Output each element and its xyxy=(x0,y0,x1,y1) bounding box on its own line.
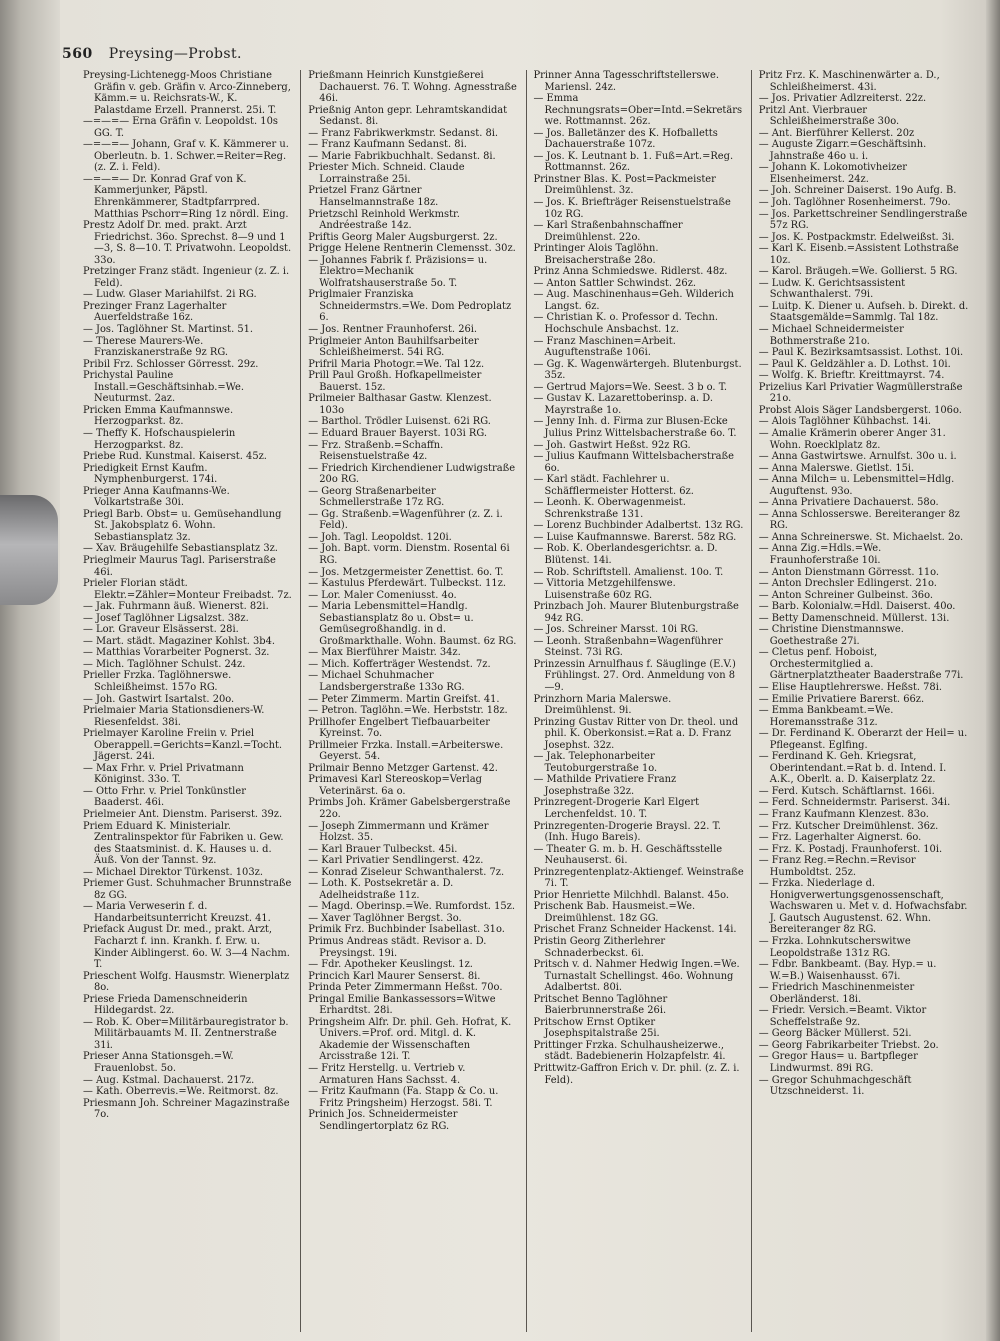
directory-entry: — Georg Straßenarbeiter Schmellerstraße 17z RG. xyxy=(308,485,445,509)
directory-entry: — Betty Damenschneid. Müllerst. 13i. xyxy=(758,612,950,624)
column-4 xyxy=(751,70,976,1332)
directory-entry: Pribil Frz. Schlosser Görresst. 29z. xyxy=(83,358,259,370)
directory-entry: — Elise Hauptlehrerswe. Heßst. 78i. xyxy=(758,681,943,693)
directory-entry: — Cletus penf. Hoboist, Orchestermitglied a. Gärtnerplatztheater Baaderstraße 77i. xyxy=(758,647,964,682)
directory-entry: Prichystal Pauline Install.=Geschäftsinhab.=We. Neuturmst. 2az. xyxy=(83,370,245,405)
directory-entry: Prinzbach Joh. Maurer Blutenburgstraße 94z RG. xyxy=(533,601,739,624)
directory-entry: Preysing-Lichtenegg-Moos Christiane Gräfin v. geb. Gräfin v. Arco-Zinneberg, Kämm.= u. Reichsrats-W., K. Palastdame Erzell. Prannerst. 25i. T. xyxy=(83,70,291,116)
directory-entry: Priese Frieda Damenschneiderin Hildegardst. 2z. xyxy=(83,993,248,1017)
directory-entry: — Anton Sattler Schwindst. 26z. xyxy=(533,277,697,289)
directory-entry: Prinda Peter Zimmermann Heßst. 70o. xyxy=(308,982,503,994)
directory-entry: Pringal Emilie Bankassessors=Witwe Erhardtst. 28i. xyxy=(308,993,496,1017)
directory-entry: — Jos. Schreiner Marsst. 10i RG. xyxy=(533,624,699,636)
directory-entry: — Jos. Rentner Fraunhoferst. 26i. xyxy=(308,324,478,336)
directory-entry: — Anna Malerswe. Gietlst. 15i. xyxy=(758,462,915,474)
directory-entry: Prinzing Gustav Ritter von Dr. theol. und phil. K. Oberkonsist.=Rat a. D. Franz Josephst. 32z. xyxy=(533,716,739,751)
directory-entry: — Johannes Fabrik f. Präzisions= u. Elektro=Mechanik Wolfratshauserstraße 5o. T. xyxy=(308,254,488,289)
directory-entry: Prielmaier Maria Stationsdieners-W. Riesenfeldst. 38i. xyxy=(83,705,265,728)
directory-entry: — Konrad Ziseleur Schwanthalerst. 7z. xyxy=(308,866,505,878)
book-binding xyxy=(0,0,60,1341)
directory-entry: — Rob. Schriftstell. Amalienst. 10o. T. xyxy=(533,566,724,578)
head-range: Preysing—Probst. xyxy=(108,46,242,62)
directory-entry: Prifril Maria Photogr.=We. Tal 12z. xyxy=(308,358,485,370)
directory-entry: Priebe Rud. Kunstmal. Kaiserst. 45z. xyxy=(83,451,267,463)
directory-entry: Pritz Frz. K. Maschinenwärter a. D., Schleißheimerst. 43i. xyxy=(758,70,940,93)
directory-entry: — Johann K. Lokomotivheizer Elsenheimerst. 24z. xyxy=(758,162,908,185)
directory-entry: — Michael Schuhmacher Landsbergerstraße 133o RG. xyxy=(308,670,465,693)
directory-entry: — Paul K. Geldzähler a. D. Lothst. 10i. xyxy=(758,358,951,370)
directory-entry: — Ferd. Kutsch. Schäftlarnst. 166i. xyxy=(758,785,935,797)
directory-entry: Pricken Emma Kaufmannswe. Herzogparkst. 8z. xyxy=(83,404,234,428)
directory-entry: Prielmayer Karoline Freiin v. Priel Oberappell.=Gerichts=Kanzl.=Tocht. Jägerst. 24i. xyxy=(83,728,283,763)
directory-entry: — Petron. Taglöhn.=We. Herbststr. 18z. xyxy=(308,705,508,717)
directory-entry: — Loth. K. Postsekretär a. D. Adelheidstraße 11z. xyxy=(308,878,454,901)
directory-entry: Priftis Georg Maler Augsburgerst. 2z. xyxy=(308,231,498,243)
directory-entry: Prielmeier Ant. Dienstm. Pariserst. 39z. xyxy=(83,809,283,820)
directory-entry: — Georg Bäcker Müllerst. 52i. xyxy=(758,1028,912,1040)
directory-entry: — Jos. Privatier Adlzreiterst. 22z. xyxy=(758,93,927,105)
directory-entry: — Maria Lebensmittel=Handlg. Sebastiansplatz 8o u. Obst= u. Gemüsegroßhandlg. in d. Großmarkthalle. Wohn. Baumst. 6z RG. xyxy=(308,601,517,647)
directory-entry: Prillhofer Engelbert Tiefbauarbeiter Kyreinst. 7o. xyxy=(308,716,490,740)
directory-entry: — Karl Privatier Sendlingerst. 42z. xyxy=(308,855,484,867)
directory-entry: Princich Karl Maurer Senserst. 8i. xyxy=(308,970,481,982)
directory-entry: — Emilie Privatiere Barerst. 66z. xyxy=(758,693,925,705)
directory-entry: Prior Henriette Milchhdl. Balanst. 45o. xyxy=(533,889,730,901)
directory-entry: — Anna Schlosserswe. Bereiteranger 8z RG. xyxy=(758,508,960,532)
directory-entry: Priegl Barb. Obst= u. Gemüsehandlung St. Jakobsplatz 6. Wohn. Sebastiansplatz 3z. xyxy=(83,508,282,543)
directory-entry: — Fdbr. Bankbeamt. (Bay. Hyp.= u. W.=B.) Waisenhausst. 67i. xyxy=(758,959,937,982)
directory-entry: — Theffy K. Hofschauspielerin Herzogparkst. 8z. xyxy=(83,427,236,451)
directory-entry: — Joseph Zimmermann und Krämer Holzst. 35. xyxy=(308,820,489,844)
directory-entry: Prinzregentenplatz-Aktiengef. Weinstraße 7i. T. xyxy=(533,866,744,890)
directory-entry: — Lorenz Buchbinder Adalbertst. 13z RG. xyxy=(533,520,744,532)
directory-entry: — Joh. Gastwirt Isartalst. 20o. xyxy=(83,693,235,705)
directory-entry: Prestz Adolf Dr. med. prakt. Arzt Friedrichst. 36o. Sprechst. 8—9 und 1—3, S. 8—10. T. Privatwohn. Leopoldst. 33o. xyxy=(83,220,292,266)
directory-entry: — Eduard Brauer Bayerst. 103i RG. xyxy=(308,427,488,439)
directory-entry: Pritschet Benno Taglöhner Baierbrunnerstraße 26i. xyxy=(533,993,668,1017)
directory-entry: Prieger Anna Kaufmanns-We. Volkartstraße 30i. xyxy=(83,485,230,509)
directory-entry: Prieschent Wolfg. Hausmstr. Wienerplatz 8o. xyxy=(83,970,290,994)
directory-entry: Prieller Frzka. Taglöhnerswe. Schleißheimst. 157o RG. xyxy=(83,670,232,693)
directory-entry: — Ferdinand K. Geh. Kriegsrat, Oberintendant.=Rat b. d. Intend. I. A.K., Oberlt. a. D. Kaiserplatz 2z. xyxy=(758,751,947,786)
directory-entry: Prittwitz-Gaffron Erich v. Dr. phil. (z. Z. i. Feld). xyxy=(533,1063,740,1086)
directory-entry: — Mart. städt. Magaziner Kohlst. 3b4. xyxy=(83,635,276,647)
directory-entry: Probst Alois Säger Landsbergerst. 106o. xyxy=(758,404,962,416)
directory-entry: — Paul K. Bezirksamtsassist. Lothst. 10i. xyxy=(758,347,964,359)
directory-entry: — Matthias Vorarbeiter Pognerst. 3z. xyxy=(83,647,270,659)
directory-entry: Prieser Anna Stationsgeh.=W. Frauenlobst. 5o. xyxy=(83,1051,234,1075)
directory-entry: Primus Andreas städt. Revisor a. D. Preysingst. 19i. xyxy=(308,936,487,959)
directory-entry: — Gg. K. Wagenwärtergeh. Blutenburgst. 35z. xyxy=(533,358,742,382)
directory-entry: — Mathilde Privatiere Franz Josephstraße 32z. xyxy=(533,774,677,797)
directory-entry: Prießnig Anton gepr. Lehramtskandidat Sedanst. 8i. xyxy=(308,104,508,128)
directory-entry: — Dr. Ferdinand K. Oberarzt der Heil= u. Pflegeanst. Eglfing. xyxy=(758,728,968,751)
directory-entry: — Aug. Maschinenhaus=Geh. Wilderich Langst. 6z. xyxy=(533,289,734,312)
directory-entry: — Rob. K. Oberlandesgerichtsr. a. D. Blütenst. 14i. xyxy=(533,543,718,566)
directory-entry: — Franz Fabrikwerkmstr. Sedanst. 8i. xyxy=(308,127,499,139)
directory-entry: — Fdr. Apotheker Keuslingst. 1z. xyxy=(308,959,473,971)
directory-entry: — Otto Frhr. v. Priel Tonkünstler Baaderst. 46i. xyxy=(83,785,246,809)
directory-entry: Prinich Jos. Schneidermeister Sendlingertorplatz 6z RG. xyxy=(308,1109,458,1132)
directory-entry: Prilmeier Balthasar Gastw. Klenzest. 103o xyxy=(308,393,492,416)
directory-entry: — Ant. Bierführer Kellerst. 20z xyxy=(758,127,915,139)
directory-entry: Prinzregent-Drogerie Karl Elgert Lerchenfeldst. 10. T. xyxy=(533,797,700,820)
directory-entry: — Joh. Tagl. Leopoldst. 120i. xyxy=(308,531,452,543)
column-2 xyxy=(300,70,525,1332)
directory-entry: — Peter Zimmerm. Martin Greifst. 41. xyxy=(308,693,500,705)
directory-entry: — Franz Reg.=Rechn.=Revisor Humboldtst. 25z. xyxy=(758,855,916,878)
directory-entry: — Emma Bankbeamt.=We. Horemansstraße 31z. xyxy=(758,705,894,728)
directory-entry: — Jos. K. Briefträger Reisenstuelstraße 10z RG. xyxy=(533,197,731,220)
directory-entry: — Friedrich Maschinenmeister Oberländerst. 18i. xyxy=(758,982,915,1005)
directory-entry: Priesmann Joh. Schreiner Magazinstraße 7o. xyxy=(83,1097,290,1121)
directory-entry: — Jos. K. Leutnant b. 1. Fuß=Art.=Reg. Rottmannst. 26z. xyxy=(533,150,734,174)
directory-entry: — Frzka. Niederlage d. Honigverwertungsgenossenschaft, Wachswaren u. Met v. d. Hofwachsfabr. J. Gautsch Augustenst. 62. Whn. Bereiteranger 8z RG. xyxy=(758,878,968,936)
directory-entry: — Karl K. Eisenb.=Assistent Lothstraße 10z. xyxy=(758,243,959,266)
directory-entry: — Marie Fabrikbuchhalt. Sedanst. 8i. xyxy=(308,150,496,162)
directory-entry: — Barb. Kolonialw.=Hdl. Daiserst. 40o. xyxy=(758,601,956,613)
directory-entry: — Franz Kaufmann Klenzest. 83o. xyxy=(758,809,929,820)
directory-entry: — Lor. Graveur Elsässerst. 28i. xyxy=(83,624,239,636)
directory-entry: — Ferd. Schneidermstr. Pariserst. 34i. xyxy=(758,797,951,809)
directory-entry: — Aug. Kstmal. Dachauerst. 217z. xyxy=(83,1074,255,1086)
directory-entry: — Magd. Oberinsp.=We. Rumfordst. 15z. xyxy=(308,901,515,913)
directory-entry: Priemer Gust. Schuhmacher Brunnstraße 8z GG. xyxy=(83,878,292,901)
directory-entry: — Rob. K. Ober=Militärbauregistrator b. Militärbauamts M. II. Zentnerstraße 31i. xyxy=(83,1016,289,1051)
directory-entry: — Anton Drechsler Edlingerst. 21o. xyxy=(758,578,937,590)
directory-entry: — Joh. Taglöhner Rosenheimerst. 79o. xyxy=(758,197,951,209)
directory-entry: — Anna Zig.=Hdls.=We. Fraunhoferstraße 10i. xyxy=(758,543,882,566)
directory-entry: — Theater G. m. b. H. Geschäftsstelle Neuhauserst. 6i. xyxy=(533,843,723,867)
directory-entry: Priem Eduard K. Ministerialr. Zentralinspektor für Fabriken u. Gew. des Staatsminist. d. K. Hauses u. d. Äuß. Von der Tannst. 9z. xyxy=(83,820,284,867)
directory-entry: Prilmair Benno Metzger Gartenst. 42. xyxy=(308,762,498,774)
directory-entry: Priglmeier Anton Bauhilfsarbeiter Schleißheimerst. 54i RG. xyxy=(308,335,479,359)
directory-entry: — Luitp. K. Diener u. Aufseh. b. Direkt. d. Staatsgemälde=Sammlg. Tal 18z. xyxy=(758,300,969,324)
directory-entry: — Fritz Kaufmann (Fa. Stapp & Co. u. Fritz Pringsheim) Herzogst. 58i. T. xyxy=(308,1086,499,1109)
directory-entry: — Xaver Taglöhner Bergst. 3o. xyxy=(308,912,462,924)
directory-entry: — Therese Maurers-We. Franziskanerstraße 9z RG. xyxy=(83,335,229,359)
directory-entry: Primik Frz. Buchbinder Isabellast. 31o. xyxy=(308,924,505,936)
running-head xyxy=(62,46,242,66)
directory-entry: — Anton Dienstmann Görresst. 11o. xyxy=(758,566,940,578)
directory-entry: — Karol. Bräugeh.=We. Gollierst. 5 RG. xyxy=(758,266,958,278)
directory-entry: — Karl städt. Fachlehrer u. Schäfflermeister Hotterst. 6z. xyxy=(533,474,694,497)
directory-entry: Prinstner Blas. K. Post=Packmeister Dreimühlenst. 3z. xyxy=(533,173,716,197)
directory-entry: Pristin Georg Zitherlehrer Schnaderbeckst. 6i. xyxy=(533,936,666,959)
directory-entry: — Michael Direktor Türkenst. 103z. xyxy=(83,866,263,878)
directory-entry: Prietzel Franz Gärtner Hanselmannstraße 18z. xyxy=(308,185,439,209)
directory-entry: — Anna Gastwirtswe. Arnulfst. 30o u. i. xyxy=(758,451,957,463)
directory-entry: — Mich. Taglöhner Schulst. 24z. xyxy=(83,658,246,670)
directory-entry: — Lor. Maler Comeniusst. 4o. xyxy=(308,589,457,601)
directory-entry: — Georg Fabrikarbeiter Triebst. 2o. xyxy=(758,1039,939,1051)
directory-entry: — Gustav K. Lazarettoberinsp. a. D. Mayrstraße 1o. xyxy=(533,393,713,416)
directory-entry: Primavesi Karl Stereoskop=Verlag Veterinärst. 6a o. xyxy=(308,774,482,797)
directory-entry: Prinzhorn Maria Malerswe. Dreimühlenst. 9i. xyxy=(533,693,672,717)
directory-entry: — Leonh. Straßenbahn=Wagenführer Steinst. 73i RG. xyxy=(533,635,723,659)
directory-entry: Primbs Joh. Krämer Gabelsbergerstraße 22o. xyxy=(308,797,511,820)
directory-columns xyxy=(76,70,976,1332)
directory-entry: — Alois Taglöhner Kühbachst. 14i. xyxy=(758,416,932,428)
directory-entry: — Ludw. Glaser Mariahilfst. 2i RG. xyxy=(83,289,257,301)
directory-entry: Prinz Anna Schmiedswe. Ridlerst. 48z. xyxy=(533,266,728,278)
directory-entry: Prinzregenten-Drogerie Braysl. 22. T. (Inh. Hugo Bareis). xyxy=(533,820,721,844)
directory-entry: — Jak. Fuhrmann äuß. Wienerst. 82i. xyxy=(83,601,269,613)
directory-entry: — Jos. Metzgermeister Zenettist. 6o. T. xyxy=(308,566,504,578)
directory-entry: — Anna Schreinerswe. St. Michaelst. 2o. xyxy=(758,531,964,543)
directory-entry: Priefack August Dr. med., prakt. Arzt, Facharzt f. inn. Krankh. f. Erw. u. Kinder Aiblingerst. 6o. W. 3—4 Nachm. T. xyxy=(83,924,290,971)
directory-entry: — Anna Milch= u. Lebensmittel=Hdlg. Auguftenst. 93o. xyxy=(758,474,955,497)
directory-entry: Prinzessin Arnulfhaus f. Säuglinge (E.V.) Frühlingst. 27. Ord. Anmeldung von 8—9. xyxy=(533,658,736,693)
directory-entry: Prillmeier Frzka. Install.=Arbeiterswe. Geyerst. 54. xyxy=(308,739,504,763)
directory-entry: — Jos. K. Postpackmstr. Edelweißst. 3i. xyxy=(758,231,955,243)
directory-entry: — Leonh. K. Oberwagenmeist. Schrenkstraße 131. xyxy=(533,497,686,520)
directory-entry: — Gregor Haus= u. Bartpfleger Lindwurmst. 89i RG. xyxy=(758,1051,918,1075)
directory-entry: — Franz Maschinen=Arbeit. Auguftenstraße 106i. xyxy=(533,335,676,359)
directory-entry: Pritsch v. d. Nahmer Hedwig Ingen.=We. Turnastalt Schellingst. 46o. Wohnung Adalbertst. 80i. xyxy=(533,959,740,994)
directory-entry: — Jos. Balletänzer des K. Hofballetts Dachauerstraße 107z. xyxy=(533,127,718,151)
directory-entry: Pringsheim Alfr. Dr. phil. Geh. Hofrat, K. Univers.=Prof. ord. Mitgl. d. K. Akademie der Wissenschaften Arcisstraße 12i. T. xyxy=(308,1016,512,1063)
directory-entry: — Amalie Krämerin oberer Anger 31. Wohn. Roecklplatz 8z. xyxy=(758,427,946,451)
directory-entry: — Barthol. Trödler Luisenst. 62i RG. xyxy=(308,416,491,428)
directory-entry: — Max Frhr. v. Priel Privatmann Königinst. 33o. T. xyxy=(83,762,244,786)
directory-entry: Priedigkeit Ernst Kaufm. Nymphenburgerst. 174i. xyxy=(83,462,218,486)
directory-entry: Prieler Florian städt. Elektr.=Zähler=Monteur Freibadst. 7z. xyxy=(83,578,292,601)
directory-entry: Prischenk Bab. Hausmeist.=We. Dreimühlenst. 18z GG. xyxy=(533,901,696,924)
directory-entry: — Xav. Bräugehilfe Sebastiansplatz 3z. xyxy=(83,543,278,555)
directory-entry: Printinger Alois Taglöhn. Breisacherstraße 28o. xyxy=(533,243,659,266)
directory-entry: Prietzschl Reinhold Werkmstr. Andréestraße 14z. xyxy=(308,208,460,232)
directory-entry: Prinner Anna Tagesschriftstellerswe. Mariensl. 24z. xyxy=(533,70,719,93)
directory-entry: Prill Paul Großh. Hofkapellmeister Bauerst. 15z. xyxy=(308,370,482,393)
directory-entry: — Ludw. K. Gerichtsassistent Schwanthalerst. 79i. xyxy=(758,277,906,301)
column-1 xyxy=(76,70,300,1332)
directory-entry: — Michael Schneidermeister Bothmerstraße 21o. xyxy=(758,324,904,347)
directory-entry: — Gertrud Majors=We. Seest. 3 b o. T. xyxy=(533,381,727,393)
directory-entry: — Gregor Schuhmachgeschäft Utzschneiderst. 1i. xyxy=(758,1074,912,1098)
directory-entry: — Julius Kaufmann Wittelsbacherstraße 6o. xyxy=(533,451,734,474)
directory-entry: Pretzinger Franz städt. Ingenieur (z. Z. i. Feld). xyxy=(83,266,290,289)
directory-entry: — Frzka. Lohnkutscherswitwe Leopoldstraße 131z RG. xyxy=(758,936,911,959)
directory-entry: — Jos. Parkettschreiner Sendlingerstraße 57z RG. xyxy=(758,208,968,232)
directory-entry: Pritzl Ant. Vierbrauer Schleißheimerstraße 30o. xyxy=(758,104,900,128)
directory-entry: — Friedrich Kirchendiener Ludwigstraße 20o RG. xyxy=(308,462,516,486)
directory-entry: — Joh. Bapt. vorm. Dienstm. Rosental 6i RG. xyxy=(308,543,510,566)
directory-entry: Prießmann Heinrich Kunstgießerei Dachauerst. 76. T. Wohng. Agnesstraße 46i. xyxy=(308,70,517,105)
page-edge-shadow xyxy=(986,0,1000,1341)
page-number: 560 xyxy=(62,46,93,62)
directory-entry: Priester Mich. Schneid. Claude Lorrainstraße 25i. xyxy=(308,162,465,185)
directory-entry: — Wolfg. K. Brieftr. Kreittmayrst. 74. xyxy=(758,370,945,382)
directory-entry: — Joh. Schreiner Daiserst. 19o Aufg. B. xyxy=(758,185,957,197)
directory-entry: Prieglmeir Maurus Tagl. Pariserstraße 46i. xyxy=(83,554,276,578)
directory-entry: Prittinger Frzka. Schulhausheizerwe., städt. Badebienerin Holzapfelstr. 4i. xyxy=(533,1039,726,1063)
directory-entry: Prizelius Karl Privatier Wagmüllerstraße 21o. xyxy=(758,381,963,405)
directory-entry: — Frz. K. Postadj. Fraunhoferst. 10i. xyxy=(758,843,943,855)
directory-entry: — Karl Brauer Tulbeckst. 45i. xyxy=(308,843,458,855)
directory-entry: — Frz. Straßenb.=Schaffn. Reisenstuelstraße 4z. xyxy=(308,439,444,463)
directory-entry: — Frz. Lagerhalter Aignerst. 6o. xyxy=(758,832,922,844)
directory-entry: — Max Bierführer Maistr. 34z. xyxy=(308,647,461,659)
directory-entry: — Friedr. Versich.=Beamt. Viktor Scheffelstraße 9z. xyxy=(758,1005,927,1028)
directory-entry: Prigge Helene Rentnerin Clemensst. 30z. xyxy=(308,243,516,255)
directory-entry: Pritschow Ernst Optiker Josephspitalstraße 25i. xyxy=(533,1016,660,1040)
directory-entry: — Frz. Kutscher Dreimühlenst. 36z. xyxy=(758,820,939,832)
directory-entry: — Franz Kaufmann Sedanst. 8i. xyxy=(308,139,467,151)
directory-entry: — Christine Dienstmannswe. Goethestraße 27i. xyxy=(758,624,904,647)
directory-entry: —=—=— Erna Gräfin v. Leopoldst. 10s GG. T. xyxy=(83,116,278,139)
directory-entry: — Karl Straßenbahnschaffner Dreimühlenst. 22o. xyxy=(533,220,683,243)
directory-entry: —=—=— Dr. Konrad Graf von K. Kammerjunker, Päpstl. Ehrenkämmerer, Stadtpfarrpred. Matthias Pschorr=Ring 1z nördl. Eing. xyxy=(83,173,289,220)
directory-entry: — Joh. Gastwirt Heßst. 92z RG. xyxy=(533,439,691,451)
directory-entry: — Josef Taglöhner Ligsalzst. 38z. xyxy=(83,612,249,624)
directory-entry: Prezinger Franz Lagerhalter Auerfeldstraße 16z. xyxy=(83,300,227,324)
directory-entry: —=—=— Johann, Graf v. K. Kämmerer u. Oberleutn. b. 1. Schwer.=Reiter=Reg. (z. Z. i. Feld). xyxy=(83,139,289,174)
directory-entry: — Mich. Kofferträger Westendst. 7z. xyxy=(308,658,491,670)
directory-entry: — Kastulus Pferdewärt. Tulbeckst. 11z. xyxy=(308,578,506,590)
directory-entry: Priglmaier Franziska Schneidermstrs.=We. Dom Pedroplatz 6. xyxy=(308,289,512,324)
directory-entry: — Auguste Zigarr.=Geschäftsinh. Jahnstraße 46o u. i. xyxy=(758,139,927,162)
directory-entry: — Luise Kaufmannswe. Barerst. 58z RG. xyxy=(533,531,737,543)
directory-entry: — Anton Schreiner Gulbeinst. 36o. xyxy=(758,589,933,601)
column-3 xyxy=(526,70,751,1332)
directory-entry: — Maria Verweserin f. d. Handarbeitsunterricht Kreuzst. 41. xyxy=(83,901,271,924)
page-clip xyxy=(0,495,58,605)
directory-entry: Prischet Franz Schneider Hackenst. 14i. xyxy=(533,924,737,936)
directory-entry: — Emma Rechnungsrats=Ober=Intd.=Sekretärswe. Rottmannst. 26z. xyxy=(533,93,743,128)
directory-entry: — Gg. Straßenb.=Wagenführer (z. Z. i. Feld). xyxy=(308,508,503,532)
directory-entry: — Christian K. o. Professor d. Techn. Hochschule Ansbachst. 1z. xyxy=(533,312,718,336)
directory-entry: — Anna Privatiere Dachauerst. 58o. xyxy=(758,497,939,509)
directory-entry: — Jos. Taglöhner St. Martinst. 51. xyxy=(83,324,254,336)
directory-entry: — Kath. Oberrevis.=We. Reitmorst. 8z. xyxy=(83,1086,279,1098)
directory-entry: — Fritz Herstellg. u. Vertrieb v. Armaturen Hans Sachsst. 4. xyxy=(308,1063,466,1086)
directory-entry: — Jak. Telephonarbeiter Teutoburgerstraße 1o. xyxy=(533,751,658,774)
directory-entry: — Jenny Inh. d. Firma zur Blusen-Ecke Julius Prinz Wittelsbacherstraße 6o. T. xyxy=(533,416,737,439)
directory-entry: — Vittoria Metzgehilfenswe. Luisenstraße 60z RG. xyxy=(533,578,676,601)
